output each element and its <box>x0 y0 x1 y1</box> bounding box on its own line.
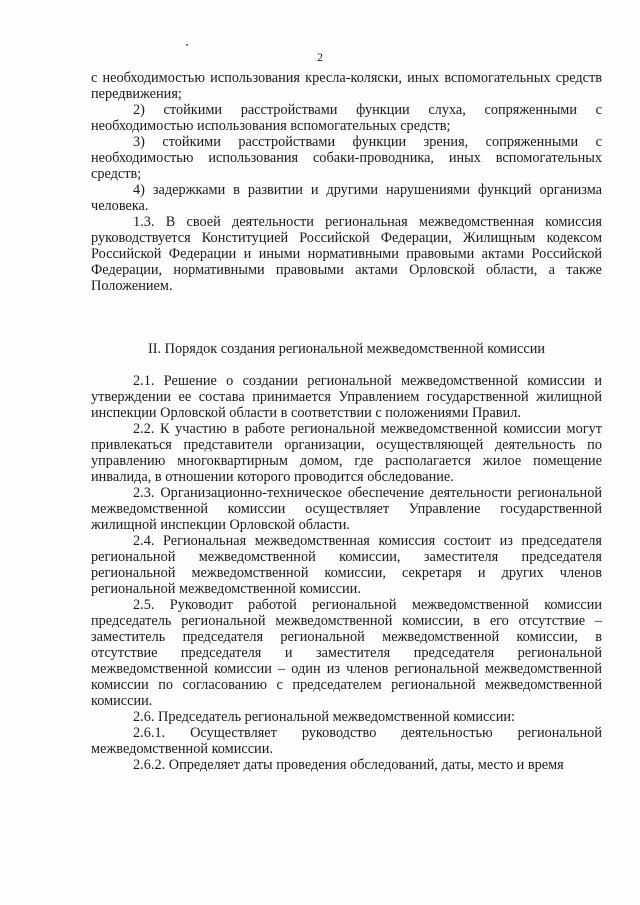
scan-dot <box>186 44 188 46</box>
section-heading: II. Порядок создания региональной межведомственной комиссии <box>147 341 546 357</box>
page-number: 2 <box>317 50 323 64</box>
paragraph: 2.2. К участию в работе региональной межведомственной комиссии могут привлекаться представители организации, осуществляющей деятельность по управлению многоквартирным домом, где располагается жилое помещение инвалида, в отношении которого проводится обследование. <box>91 421 602 485</box>
paragraph: 2.5. Руководит работой региональной межведомственной комиссии председатель региональной межведомственной комиссии, в его отсутствие – заместитель председателя региональной межведомственной комиссии, в отсутствие председателя и заместителя председателя региональной межведомственной комиссии – один из членов региональной межведомственной комиссии по согласованию с председателем региональной межведомственной комиссии. <box>91 597 602 709</box>
paragraph: 2.6. Председатель региональной межведомственной комиссии: <box>133 709 515 725</box>
paragraph: 4) задержками в развитии и другими нарушениями функций организма человека. <box>91 182 602 214</box>
body-bottom <box>91 373 602 773</box>
paragraph: 2.4. Региональная межведомственная комиссия состоит из председателя региональной межведомственной комиссии, заместителя председателя региональной межведомственной комиссии, секретаря и других членов региональной межведомственной комиссии. <box>91 533 602 597</box>
paragraph: 2.6.1. Осуществляет руководство деятельностью региональной межведомственной комиссии. <box>91 725 602 757</box>
paragraph: 2) стойкими расстройствами функции слуха, сопряженными с необходимостью использования вспомогательных средств; <box>91 102 602 134</box>
paragraph: 2.3. Организационно-техническое обеспечение деятельности региональной межведомственной комиссии осуществляет Управление государственной жилищной инспекции Орловской области. <box>91 485 602 533</box>
paragraph: 2.1. Решение о создании региональной межведомственной комиссии и утверждении ее состава принимается Управлением государственной жилищной инспекции Орловской области в соответствии с положениями Правил. <box>91 373 602 421</box>
paragraph: с необходимостью использования кресла-коляски, иных вспомогательных средств передвижения; <box>91 70 602 102</box>
paragraph: 3) стойкими расстройствами функции зрения, сопряженными с необходимостью использования собаки-проводника, иных вспомогательных средств; <box>91 134 602 182</box>
paragraph: 1.3. В своей деятельности региональная межведомственная комиссия руководствуется Конституцией Российской Федерации, Жилищным кодексом Российской Федерации и иными нормативными правовыми актами Российской Федерации, нормативными правовыми актами Орловской области, а также Положением. <box>91 214 602 294</box>
body-top <box>91 70 602 294</box>
paragraph: 2.6.2. Определяет даты проведения обследований, даты, место и время <box>133 757 564 773</box>
